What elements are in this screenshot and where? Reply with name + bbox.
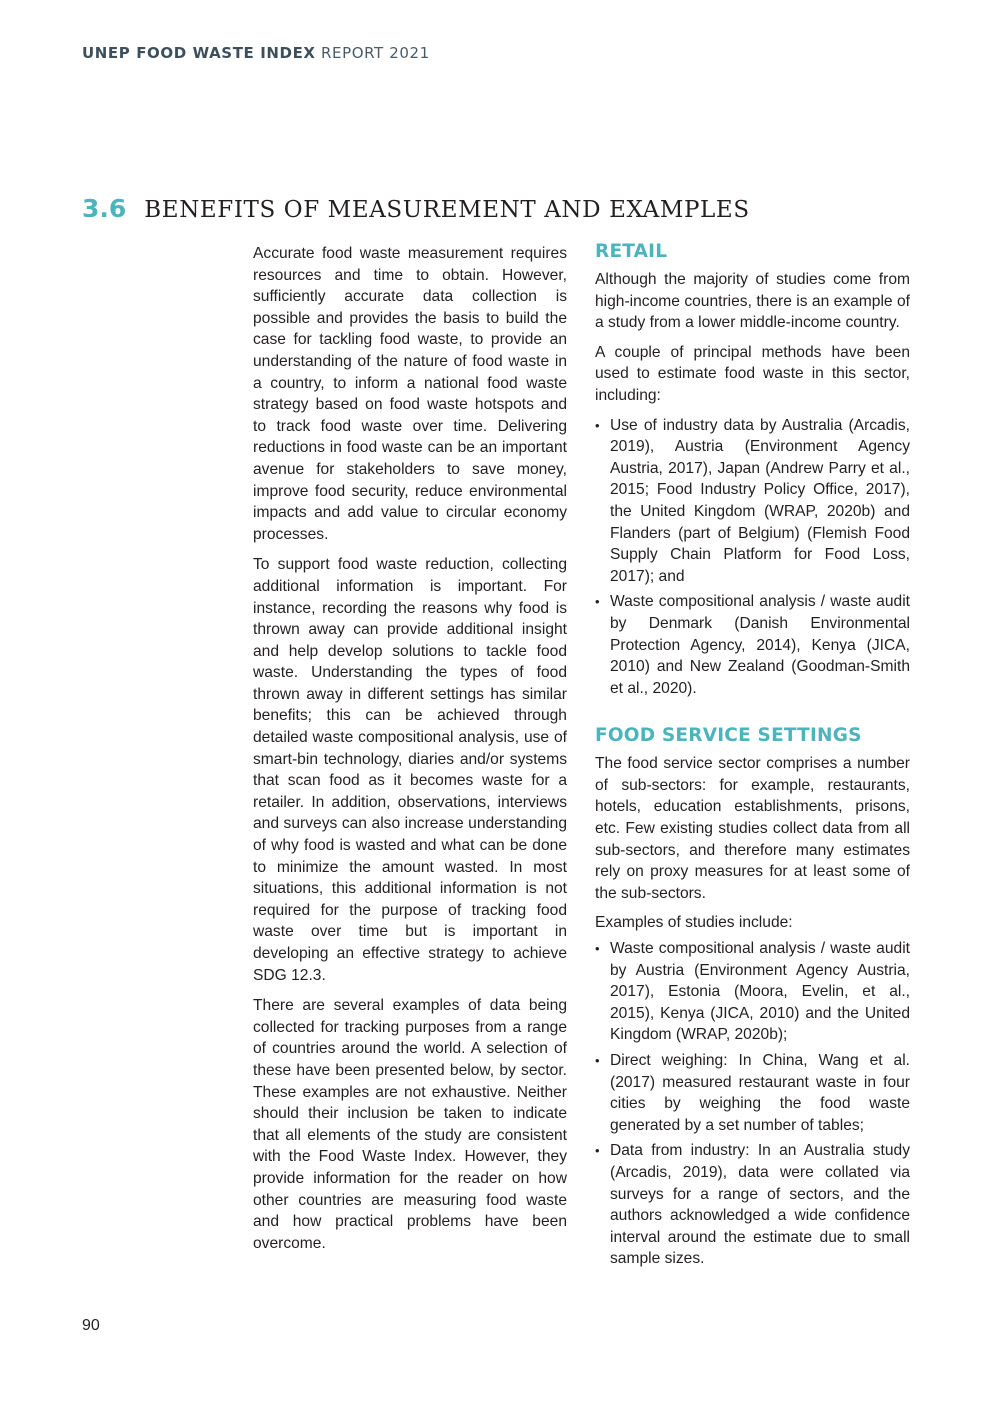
bullet-icon: • [595, 594, 600, 610]
food-service-heading: FOOD SERVICE SETTINGS [595, 725, 862, 747]
running-header [82, 44, 430, 62]
list-item [595, 415, 910, 588]
body-paragraph: A couple of principal methods have been used to estimate food waste in this sector, including: [595, 343, 910, 404]
list-item [595, 1140, 910, 1270]
body-paragraph: The food service sector comprises a number of sub-sectors: for example, restaurants, hotels, education establishments, prisons, etc. Few existing studies collect data from all sub-sectors, and therefore many estimates rely on proxy measures for at least some of the sub-sectors. [595, 755, 910, 902]
body-paragraph: Accurate food waste measurement requires resources and time to obtain. However, sufficiently accurate data collection is possible and provides the basis to build the case for tackling food waste, to provide an understanding of the nature of food waste in a country, to inform a national food waste strategy based on food waste hotspots and to track food waste over time. Delivering reductions in food waste can be an important avenue for stakeholders to save money, improve food security, reduce environmental impacts and add value to circular economy processes. [253, 245, 567, 543]
right-column [595, 243, 910, 1274]
report-brand: UNEP FOOD WASTE INDEX [82, 44, 316, 62]
bullet-icon: • [595, 1143, 600, 1159]
list-item-text: Waste compositional analysis / waste audit by Denmark (Danish Environmental Protection Agency, 2014), Kenya (JICA, 2010) and New Zealand (Goodman-Smith et al., 2020). [610, 593, 910, 697]
body-paragraph: To support food waste reduction, collecting additional information is important. For instance, recording the reasons why food is thrown away can provide additional insight and help develop solutions to tackle food waste. Understanding the types of food thrown away in different settings has similar benefits; this can be achieved through detailed waste compositional analysis, use of smart-bin technology, diaries and/or systems that scan food as it becomes waste for a retailer. In addition, observations, interviews and surveys can also increase understanding of why food is wasted and what can be done to minimize the amount wasted. In most situations, this additional information is not required for the purpose of tracking food waste over time but is important in developing an effective strategy to achieve SDG 12.3. [253, 556, 567, 984]
list-item-text: Data from industry: In an Australia study (Arcadis, 2019), data were collated via surveys for a range of sectors, and the authors acknowledged a wide confidence interval around the estimate due to small sample sizes. [610, 1142, 910, 1268]
list-item-text: Waste compositional analysis / waste audit by Austria (Environment Agency Austria, 2017), Estonia (Moora, Evelin, et al., 2015), Kenya (JICA, 2010) and the United Kingdom (WRAP, 2020b); [610, 940, 910, 1044]
list-item-text: Use of industry data by Australia (Arcadis, 2019), Austria (Environment Agency Austria, 2017), Japan (Andrew Parry et al., 2015; Food Industry Policy Office, 2017), the United Kingdom (WRAP, 2020b) and Flanders (part of Belgium) (Flemish Food Supply Chain Platform for Food Loss, 2017); and [610, 416, 910, 585]
food-service-bullet-list [595, 938, 910, 1270]
page-number: 90 [82, 1317, 100, 1334]
bullet-icon: • [595, 417, 600, 433]
body-paragraph: Examples of studies include: [595, 914, 793, 932]
retail-heading: RETAIL [595, 241, 668, 262]
report-title: REPORT 2021 [315, 44, 430, 62]
list-item-text: Direct weighing: In China, Wang et al. (2017) measured restaurant waste in four cities by weighing the food waste generated by a set number of tables; [610, 1052, 910, 1134]
list-item [595, 591, 910, 699]
body-paragraph: Although the majority of studies come from high-income countries, there is an example of a study from a lower middle-income country. [595, 271, 910, 332]
body-paragraph: There are several examples of data being collected for tracking purposes from a range of countries around the world. A selection of these have been presented below, by sector. These examples are not exhaustive. Neither should their inclusion be taken to indicate that all elements of the study are consistent with the Food Waste Index. However, they provide information for the reader on how other countries are measuring food waste and how practical problems have been overcome. [253, 997, 567, 1252]
section-title: BENEFITS OF MEASUREMENT AND EXAMPLES [144, 197, 750, 223]
retail-bullet-list [595, 415, 910, 700]
left-column [253, 243, 567, 1263]
list-item [595, 938, 910, 1046]
section-heading [82, 194, 750, 223]
list-item [595, 1050, 910, 1136]
bullet-icon: • [595, 1053, 600, 1068]
section-number: 3.6 [82, 194, 127, 223]
bullet-icon: • [595, 941, 600, 957]
